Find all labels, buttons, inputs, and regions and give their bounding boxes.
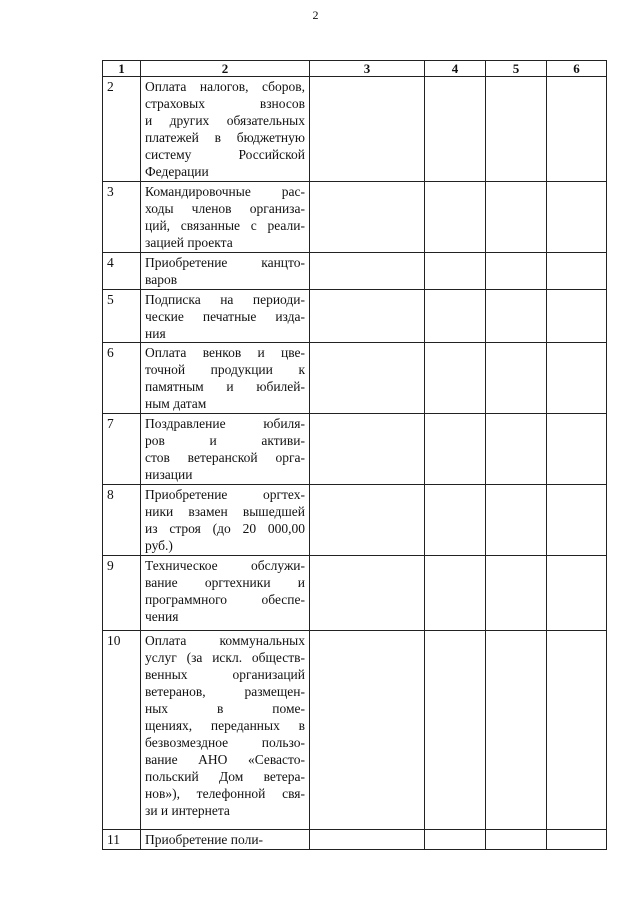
expense-item-name [141, 631, 310, 830]
empty-cell-col-6 [547, 414, 607, 485]
expense-item-name [141, 290, 310, 343]
table-row [103, 343, 607, 414]
expense-item-line: Подписка на периоди- [145, 292, 305, 307]
expense-item-line: стов ветеранской орга- [145, 450, 305, 465]
empty-cell-col-3 [310, 182, 425, 253]
table-header-row [103, 61, 607, 77]
empty-cell-col-5 [486, 253, 547, 290]
column-header-4: 4 [425, 61, 486, 77]
empty-cell-col-4 [425, 253, 486, 290]
expense-item-line: ники взамен вышедшей [145, 504, 305, 519]
empty-cell-col-6 [547, 77, 607, 182]
expense-item-line: зацией проекта [145, 235, 233, 250]
expense-item-name [141, 556, 310, 631]
expense-item-line: услуг (за искл. обществ- [145, 650, 305, 665]
empty-cell-col-5 [486, 290, 547, 343]
row-number: 2 [103, 77, 141, 182]
expense-item-line: из строя (до 20 000,00 [145, 521, 305, 536]
empty-cell-col-3 [310, 830, 425, 850]
column-header-1: 1 [103, 61, 141, 77]
expense-item-line: Поздравление юбиля- [145, 416, 305, 431]
empty-cell-col-6 [547, 290, 607, 343]
expense-item-line: и других обязательных [145, 113, 305, 128]
table-row [103, 414, 607, 485]
expense-item-line: Командировочные рас- [145, 184, 305, 199]
table-row [103, 290, 607, 343]
page-number: 2 [312, 8, 319, 22]
row-number: 4 [103, 253, 141, 290]
row-number: 11 [103, 830, 141, 850]
empty-cell-col-4 [425, 485, 486, 556]
expense-item-name [141, 77, 310, 182]
empty-cell-col-3 [310, 290, 425, 343]
expense-item-line: венных организаций [145, 667, 305, 682]
empty-cell-col-3 [310, 556, 425, 631]
empty-cell-col-4 [425, 830, 486, 850]
expense-item-line: низации [145, 467, 193, 482]
empty-cell-col-4 [425, 556, 486, 631]
expense-item-line: вание оргтехники и [145, 575, 305, 590]
empty-cell-col-6 [547, 830, 607, 850]
expense-item-line: платежей в бюджетную [145, 130, 305, 145]
expense-item-line: точной продукции к [145, 362, 305, 377]
empty-cell-col-4 [425, 290, 486, 343]
expense-item-line: варов [145, 272, 178, 287]
row-number: 5 [103, 290, 141, 343]
expense-item-line: зи и интернета [145, 803, 230, 818]
table-row [103, 253, 607, 290]
empty-cell-col-5 [486, 414, 547, 485]
expense-item-line: Приобретение канцто- [145, 255, 305, 270]
empty-cell-col-6 [547, 631, 607, 830]
empty-cell-col-5 [486, 485, 547, 556]
table-row [103, 830, 607, 850]
expense-item-line: щениях, переданных в [145, 718, 305, 733]
expense-item-line: безвозмездное пользо- [145, 735, 305, 750]
row-number: 7 [103, 414, 141, 485]
column-header-3: 3 [310, 61, 425, 77]
expense-item-line: Приобретение поли- [145, 832, 264, 847]
expense-item-line: ходы членов организа- [145, 201, 305, 216]
row-number: 3 [103, 182, 141, 253]
empty-cell-col-5 [486, 343, 547, 414]
expense-item-line: нов»), телефонной свя- [145, 786, 305, 801]
table-row [103, 631, 607, 830]
expense-item-line: Оплата венков и цве- [145, 345, 305, 360]
expense-item-line: страховых взносов [145, 96, 305, 111]
expense-item-line: Техническое обслужи- [145, 558, 305, 573]
expense-item-line: Приобретение оргтех- [145, 487, 305, 502]
empty-cell-col-4 [425, 182, 486, 253]
expense-item-line: ния [145, 326, 166, 341]
row-number: 10 [103, 631, 141, 830]
expense-item-line: польский Дом ветера- [145, 769, 305, 784]
expense-item-line: памятным и юбилей- [145, 379, 305, 394]
expense-item-line: систему Российской [145, 147, 305, 162]
expense-item-name [141, 343, 310, 414]
expense-item-name [141, 253, 310, 290]
empty-cell-col-5 [486, 556, 547, 631]
empty-cell-col-4 [425, 343, 486, 414]
expense-item-line: чения [145, 609, 179, 624]
empty-cell-col-6 [547, 343, 607, 414]
empty-cell-col-3 [310, 343, 425, 414]
empty-cell-col-6 [547, 485, 607, 556]
empty-cell-col-3 [310, 414, 425, 485]
table-body [103, 77, 607, 850]
expense-item-line: вание АНО «Севасто- [145, 752, 305, 767]
expense-item-name [141, 485, 310, 556]
row-number: 8 [103, 485, 141, 556]
expense-item-line: ных в поме- [145, 701, 305, 716]
expense-item-line: ческие печатные изда- [145, 309, 305, 324]
table-row [103, 485, 607, 556]
expense-item-line: Оплата коммунальных [145, 633, 305, 648]
empty-cell-col-4 [425, 77, 486, 182]
empty-cell-col-6 [547, 182, 607, 253]
column-header-6: 6 [547, 61, 607, 77]
budget-table [102, 60, 607, 850]
column-header-2: 2 [141, 61, 310, 77]
expense-item-name [141, 830, 310, 850]
empty-cell-col-4 [425, 414, 486, 485]
empty-cell-col-5 [486, 77, 547, 182]
empty-cell-col-5 [486, 830, 547, 850]
table-row [103, 556, 607, 631]
expense-item-line: ций, связанные с реали- [145, 218, 305, 233]
empty-cell-col-6 [547, 253, 607, 290]
expense-item-line: ров и активи- [145, 433, 305, 448]
empty-cell-col-4 [425, 631, 486, 830]
expense-item-line: Оплата налогов, сборов, [145, 79, 305, 94]
empty-cell-col-3 [310, 77, 425, 182]
expense-item-line: ветеранов, размещен- [145, 684, 305, 699]
empty-cell-col-3 [310, 485, 425, 556]
table-row [103, 182, 607, 253]
empty-cell-col-6 [547, 556, 607, 631]
expense-item-line: Федерации [145, 164, 209, 179]
expense-item-name [141, 414, 310, 485]
expense-item-name [141, 182, 310, 253]
empty-cell-col-3 [310, 631, 425, 830]
expense-item-line: ным датам [145, 396, 207, 411]
row-number: 9 [103, 556, 141, 631]
row-number: 6 [103, 343, 141, 414]
empty-cell-col-5 [486, 182, 547, 253]
empty-cell-col-5 [486, 631, 547, 830]
table-row [103, 77, 607, 182]
expense-item-line: руб.) [145, 538, 173, 553]
empty-cell-col-3 [310, 253, 425, 290]
expense-item-line: программного обеспе- [145, 592, 305, 607]
column-header-5: 5 [486, 61, 547, 77]
